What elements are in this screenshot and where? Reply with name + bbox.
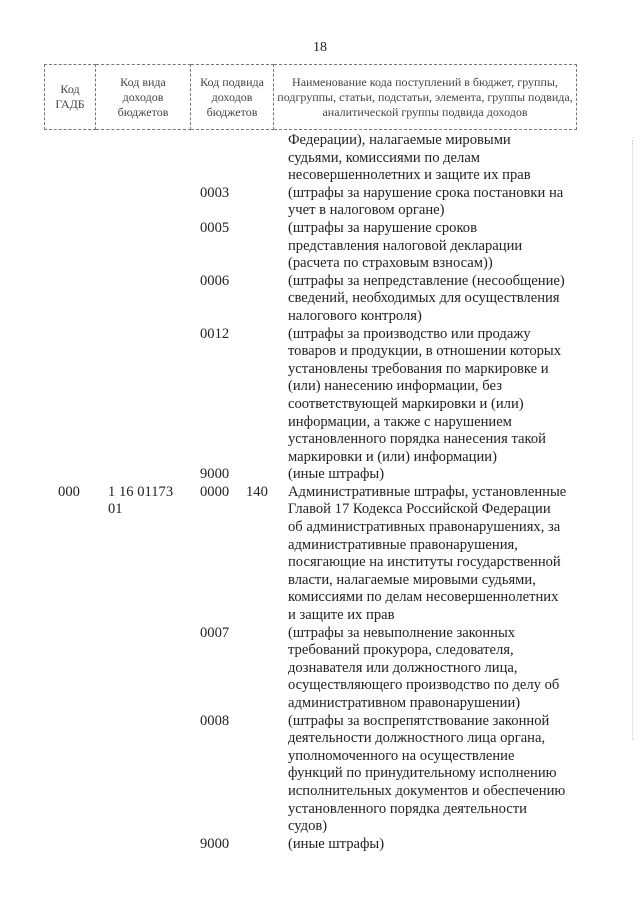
group-code xyxy=(246,713,288,836)
income-subtype-code: 0006 xyxy=(200,272,230,289)
header-name: Наименование кода поступлений в бюджет, группы, подгруппы, статьи, подстатьи, элемента, группы подвида, аналитической группы подвида доходов xyxy=(274,65,577,130)
table-header xyxy=(44,64,577,130)
gadb-code xyxy=(44,326,94,467)
table-row xyxy=(44,625,604,713)
header-income-subtype: Код подвида доходов бюджетов xyxy=(191,65,274,130)
table-row xyxy=(44,713,604,836)
income-subtype-code: 0000 xyxy=(200,483,230,500)
table-row xyxy=(44,273,604,326)
row-text: (штрафы за непредставление (несообщение) сведений, необходимых для осуществления налогового контроля) xyxy=(288,272,565,324)
income-subtype-code xyxy=(190,132,246,185)
income-type-code xyxy=(94,836,190,854)
gadb-code xyxy=(44,625,94,713)
table-row xyxy=(44,466,604,484)
gadb-code xyxy=(44,185,94,220)
table-row xyxy=(44,326,604,467)
income-type-code xyxy=(94,132,190,185)
income-subtype-code: 0003 xyxy=(200,184,230,201)
income-type-code xyxy=(94,466,190,484)
gadb-code xyxy=(44,132,94,185)
row-text: Административные штрафы, установленные Главой 17 Кодекса Российской Федерации об административных правонарушениях, за административные правонарушения, посягающие на институты государственной власти, налагаемые мировыми судьями, комиссиями по делам несовершеннолетних и защите их прав xyxy=(288,483,567,624)
income-type-code xyxy=(94,625,190,713)
income-type-code xyxy=(94,185,190,220)
page-number: 18 xyxy=(313,40,327,55)
group-code xyxy=(246,132,288,185)
group-code xyxy=(246,185,288,220)
table-row xyxy=(44,484,604,625)
table-body xyxy=(44,132,604,853)
income-type-code xyxy=(94,273,190,326)
group-code xyxy=(246,466,288,484)
income-type-code xyxy=(94,220,190,273)
row-text: (штрафы за нарушение срока постановки на учет в налоговом органе) xyxy=(288,184,564,219)
group-code xyxy=(246,326,288,467)
income-subtype-code: 0005 xyxy=(200,219,230,236)
group-code xyxy=(246,220,288,273)
gadb-code xyxy=(44,220,94,273)
row-text: (штрафы за невыполнение законных требований прокурора, следователя, дознавателя или должностного лица, осуществляющего производство по делу об административном правонарушении) xyxy=(288,624,560,711)
row-text: (штрафы за производство или продажу товаров и продукции, в отношении которых установлены требования по маркировке и (или) нанесению информации, без соответствующей маркировки и (или) информации, а также с нарушением установленного порядка нанесения такой маркировки и (или) информации) xyxy=(288,325,562,465)
income-type-code: 1 16 01173 01 xyxy=(108,483,174,518)
table-row xyxy=(44,220,604,273)
group-code xyxy=(246,273,288,326)
group-code xyxy=(246,625,288,713)
gadb-code xyxy=(44,273,94,326)
group-code xyxy=(246,836,288,854)
table-row xyxy=(44,836,604,854)
gadb-code: 000 xyxy=(58,483,80,500)
income-subtype-code: 0007 xyxy=(200,624,230,641)
header-gadb: Код ГАДБ xyxy=(45,65,96,130)
row-text: (иные штрафы) xyxy=(288,466,385,483)
row-text: (иные штрафы) xyxy=(288,835,385,852)
income-subtype-code: 0012 xyxy=(200,325,230,342)
gadb-code xyxy=(44,713,94,836)
row-text: Федерации), налагаемые мировыми судьями, комиссиями по делам несовершеннолетних и защите их прав xyxy=(288,132,531,184)
income-subtype-code: 9000 xyxy=(200,835,230,852)
group-code: 140 xyxy=(246,483,268,500)
table-row xyxy=(44,185,604,220)
table-row xyxy=(44,132,604,185)
row-text: (штрафы за воспрепятствование законной деятельности должностного лица органа, уполномоченного на осуществление функций по принудительному исполнению исполнительных документов и обеспечению установленного порядка деятельности судов) xyxy=(288,712,566,835)
gadb-code xyxy=(44,836,94,854)
row-text: (штрафы за нарушение сроков представления налоговой декларации (расчета по страховым взносам)) xyxy=(288,219,523,272)
scan-edge xyxy=(632,140,634,740)
income-type-code xyxy=(94,326,190,467)
income-subtype-code: 9000 xyxy=(200,466,230,483)
gadb-code xyxy=(44,466,94,484)
income-subtype-code: 0008 xyxy=(200,712,230,729)
income-type-code xyxy=(94,713,190,836)
header-income-type: Код вида доходов бюджетов xyxy=(96,65,191,130)
